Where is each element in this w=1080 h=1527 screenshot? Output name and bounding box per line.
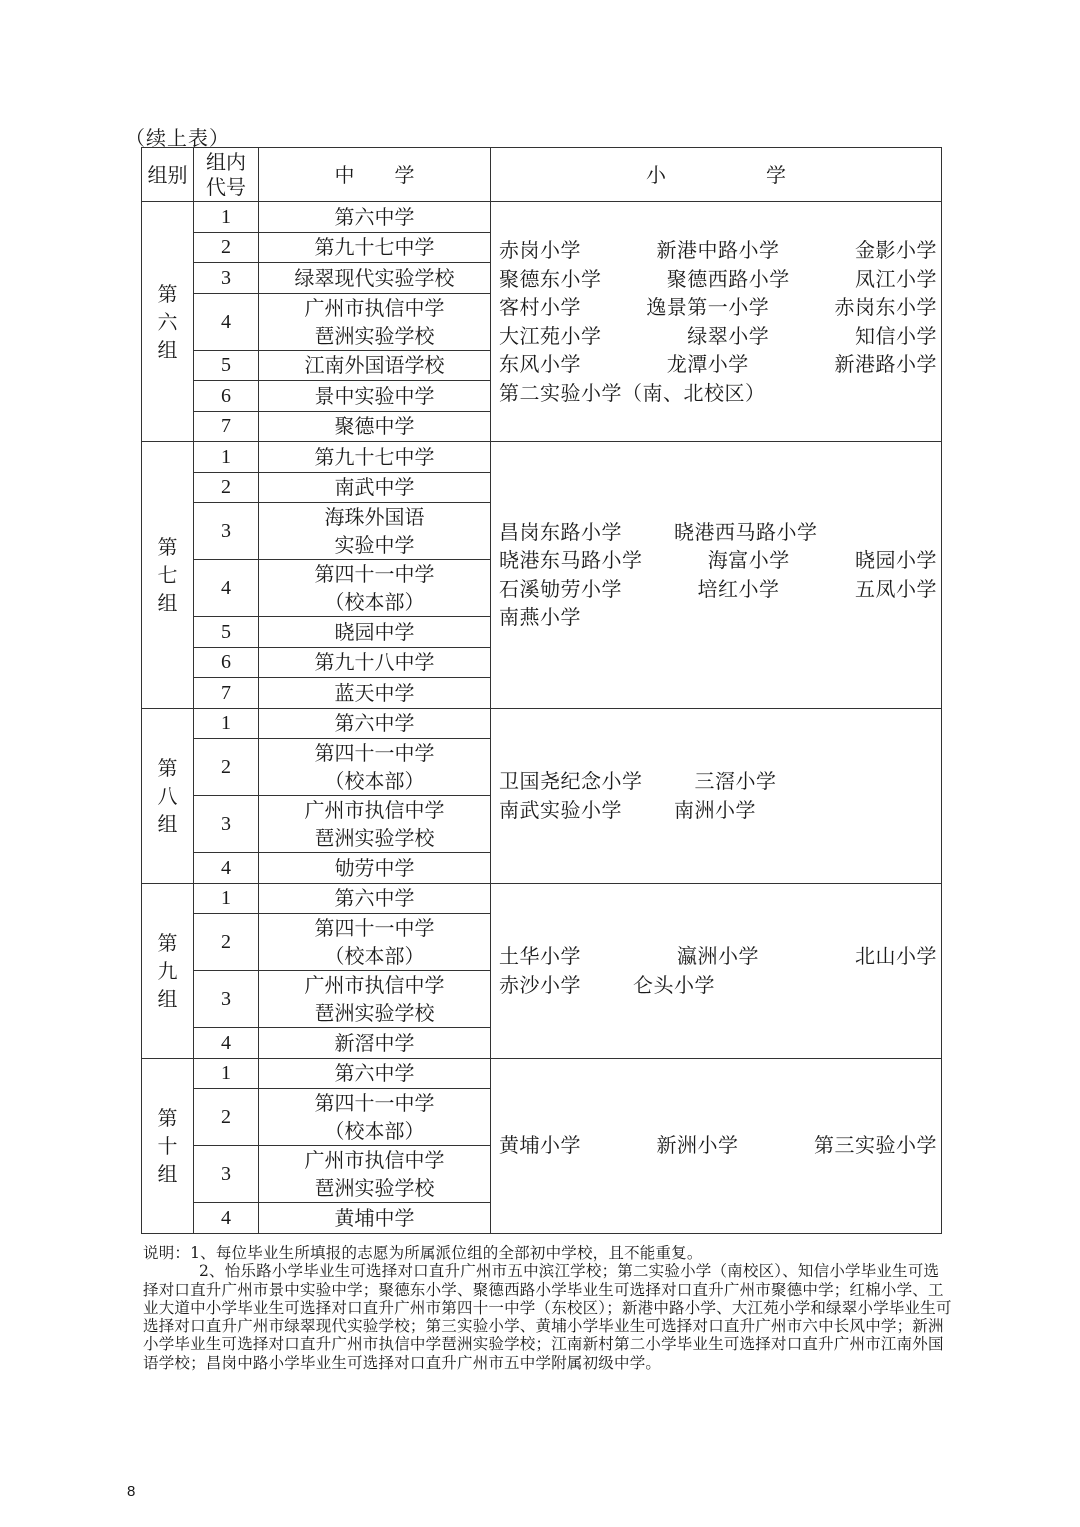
school-code: 5 [194, 350, 259, 381]
middle-school-line: 广州市执信中学 [304, 798, 445, 822]
primary-school-name: 海富小学 [707, 548, 790, 573]
middle-school-line: 广州市执信中学 [304, 973, 445, 997]
middle-school [259, 503, 491, 560]
middle-school-line: （校本部） [324, 944, 425, 968]
header-code-line1: 组内 [206, 149, 246, 174]
primary-school-name: 南武实验小学 [499, 797, 622, 822]
middle-school [259, 617, 491, 648]
group-name-char: 第 [157, 930, 178, 955]
middle-school-line: 绿翠现代实验学校 [294, 265, 455, 290]
group-name-char: 八 [157, 783, 178, 808]
middle-school-line: 琶洲实验学校 [314, 826, 435, 850]
group-name [142, 883, 194, 1058]
primary-school-name: 东风小学 [499, 352, 581, 376]
primary-school-row [499, 942, 937, 971]
middle-school-line: 第九十八中学 [314, 650, 435, 675]
middle-school [259, 678, 491, 709]
header-middle-school: 中 学 [259, 148, 491, 202]
middle-school-line: 广州市执信中学 [304, 1148, 445, 1172]
group-name-char: 十 [157, 1133, 178, 1158]
primary-school-name: 晓园小学 [855, 548, 937, 573]
middle-school [259, 202, 491, 233]
primary-school-name: 南燕小学 [499, 605, 581, 630]
primary-school-name: 知信小学 [855, 323, 937, 348]
middle-school [259, 1089, 491, 1146]
school-code: 3 [194, 503, 259, 560]
primary-school-row [499, 767, 937, 796]
middle-school-line: 广州市执信中学 [304, 295, 445, 320]
group-name-char: 九 [157, 958, 178, 983]
middle-school-line: 琶洲实验学校 [314, 1001, 435, 1025]
primary-school-name: 新港路小学 [834, 352, 937, 376]
middle-school [259, 293, 491, 350]
school-code: 2 [194, 232, 259, 263]
middle-school-line: 第四十一中学 [314, 1091, 435, 1115]
continued-label: （续上表） [125, 126, 230, 150]
middle-school [259, 971, 491, 1028]
middle-school-line: 南武中学 [334, 475, 415, 500]
primary-school-name: 凤江小学 [855, 266, 937, 291]
primary-school-name: 卫国尧纪念小学 [499, 769, 643, 793]
middle-school [259, 232, 491, 263]
middle-school-line: 晓园中学 [334, 619, 415, 644]
group-name-char: 组 [157, 811, 178, 836]
header-group: 组别 [142, 148, 194, 202]
school-code: 4 [194, 853, 259, 884]
middle-school-line: 江南外国语学校 [304, 353, 445, 378]
school-code: 2 [194, 739, 259, 796]
school-code: 5 [194, 617, 259, 648]
middle-school-line: 琶洲实验学校 [314, 323, 435, 348]
primary-school-name: 赤沙小学 [499, 972, 581, 997]
primary-school-row [499, 350, 937, 379]
primary-school-row [499, 293, 937, 322]
primary-school-name: 昌岗东路小学 [499, 519, 622, 544]
table-header-row [142, 148, 942, 202]
middle-school-line: （校本部） [324, 769, 425, 793]
middle-school-line: 第四十一中学 [314, 916, 435, 940]
table-row [142, 202, 942, 233]
middle-school-line: 第九十七中学 [314, 444, 435, 469]
group-name-char: 七 [157, 562, 178, 587]
header-code [194, 148, 259, 202]
primary-school-row [499, 546, 937, 575]
group-name-char: 组 [157, 337, 178, 362]
middle-school [259, 1028, 491, 1059]
middle-school [259, 883, 491, 914]
primary-school-name: 第二实验小学（南、北校区） [499, 380, 766, 405]
primary-school-name: 南洲小学 [674, 797, 756, 822]
primary-school-name: 仑头小学 [633, 972, 715, 997]
header-code-line2: 代号 [206, 174, 246, 199]
middle-school [259, 442, 491, 473]
primary-school-name: 五凤小学 [855, 576, 937, 601]
group-name-char: 组 [157, 986, 178, 1011]
school-code: 2 [194, 472, 259, 503]
school-code: 6 [194, 381, 259, 412]
primary-school-name: 培红小学 [697, 576, 780, 601]
primary-school-name: 客村小学 [499, 295, 581, 319]
primary-schools [491, 442, 942, 709]
school-code: 3 [194, 796, 259, 853]
group-name-char: 第 [157, 1105, 178, 1130]
primary-schools [491, 708, 942, 883]
group-name-char: 组 [157, 590, 178, 615]
primary-school-name: 第三实验小学 [814, 1133, 937, 1158]
primary-school-name: 龙潭小学 [666, 352, 749, 376]
middle-school-line: 第六中学 [334, 1061, 415, 1086]
primary-school-name: 黄埔小学 [499, 1133, 581, 1158]
school-code: 3 [194, 263, 259, 294]
middle-school-line: 第四十一中学 [314, 741, 435, 765]
primary-school-name: 晓港西马路小学 [674, 519, 818, 544]
middle-school-line: 第九十七中学 [314, 235, 435, 260]
school-code: 4 [194, 293, 259, 350]
school-assignment-table [141, 147, 942, 1234]
primary-school-name: 聚德东小学 [499, 266, 602, 291]
group-name [142, 202, 194, 442]
primary-school-row [499, 265, 937, 294]
middle-school [259, 796, 491, 853]
table-row [142, 442, 942, 473]
primary-school-name: 赤岗小学 [499, 238, 581, 262]
school-code: 1 [194, 442, 259, 473]
middle-school [259, 1203, 491, 1234]
school-code: 4 [194, 1028, 259, 1059]
group-name-char: 组 [157, 1161, 178, 1186]
primary-school-row [499, 518, 937, 547]
primary-school-row [499, 603, 937, 632]
school-code: 6 [194, 647, 259, 678]
primary-schools [491, 202, 942, 442]
middle-school [259, 411, 491, 442]
middle-school-line: 第六中学 [334, 204, 415, 229]
middle-school-line: 新滘中学 [334, 1030, 415, 1055]
primary-school-row [499, 575, 937, 604]
primary-school-name: 北山小学 [855, 944, 937, 968]
school-code: 7 [194, 678, 259, 709]
group-name [142, 442, 194, 709]
primary-school-name: 大江苑小学 [499, 323, 602, 348]
school-code: 2 [194, 1089, 259, 1146]
header-primary-school: 小 学 [491, 148, 942, 202]
primary-school-name: 三滘小学 [694, 769, 777, 793]
middle-school [259, 472, 491, 503]
middle-school-line: （校本部） [324, 1119, 425, 1143]
middle-school-line: （校本部） [324, 590, 425, 614]
middle-school-line: 第四十一中学 [314, 562, 435, 586]
middle-school [259, 708, 491, 739]
primary-school-row [499, 971, 937, 1000]
school-code: 4 [194, 560, 259, 617]
table-row [142, 883, 942, 914]
middle-school [259, 1146, 491, 1203]
primary-school-name: 新港中路小学 [656, 238, 780, 262]
primary-school-row [499, 796, 937, 825]
primary-school-name: 赤岗东小学 [834, 295, 937, 319]
primary-schools [491, 1058, 942, 1233]
middle-school [259, 560, 491, 617]
school-code: 1 [194, 1058, 259, 1089]
middle-school [259, 739, 491, 796]
table-row [142, 708, 942, 739]
group-name-char: 第 [157, 755, 178, 780]
school-code: 1 [194, 883, 259, 914]
primary-school-name: 石溪劬劳小学 [499, 576, 622, 601]
primary-school-row [499, 379, 937, 408]
middle-school [259, 1058, 491, 1089]
notes [143, 1244, 953, 1372]
primary-school-name: 绿翠小学 [687, 323, 770, 348]
middle-school-line: 黄埔中学 [334, 1205, 415, 1230]
primary-school-name: 新洲小学 [656, 1133, 739, 1158]
school-code: 2 [194, 914, 259, 971]
table-row [142, 1058, 942, 1089]
middle-school [259, 914, 491, 971]
primary-school-name: 晓港东马路小学 [499, 548, 643, 573]
primary-school-row [499, 236, 937, 265]
middle-school-line: 海珠外国语 [324, 505, 425, 529]
school-code: 1 [194, 708, 259, 739]
group-name-char: 第 [157, 281, 178, 306]
primary-school-name: 聚德西路小学 [666, 266, 790, 291]
middle-school [259, 853, 491, 884]
page-number: 8 [127, 1483, 136, 1500]
school-code: 7 [194, 411, 259, 442]
group-name-char: 第 [157, 534, 178, 559]
primary-school-name: 瀛洲小学 [677, 944, 759, 968]
middle-school [259, 263, 491, 294]
school-code: 4 [194, 1203, 259, 1234]
group-name [142, 708, 194, 883]
middle-school [259, 647, 491, 678]
note-1: 说明：1、每位毕业生所填报的志愿为所属派位组的全部初中学校，且不能重复。 [143, 1244, 703, 1262]
middle-school [259, 381, 491, 412]
middle-school-line: 第六中学 [334, 711, 415, 736]
primary-school-row [499, 322, 937, 351]
primary-schools [491, 883, 942, 1058]
school-code: 3 [194, 1146, 259, 1203]
primary-school-name: 金影小学 [855, 238, 937, 262]
note-2: 2、怡乐路小学毕业生可选择对口直升广州市五中滨江学校；第二实验小学（南校区）、知信小学毕业生可选择对口直升广州市景中实验中学；聚德东小学、聚德西路小学毕业生可选择对口直升广州市聚德中学；红棉小学、工业大道中小学毕业生可选择对口直升广州市第四十一中学（东校区）；新港中路小学、大江苑小学和绿翠小学毕业生可选择对口直升广州市绿翠现代实验学校；第三实验小学、黄埔小学毕业生可选择对口直升广州市六中长风中学；新洲小学毕业生可选择对口直升广州市执信中学琶洲实验学校；江南新村第二小学毕业生可选择对口直升广州市江南外国语学校；昌岗中路小学毕业生可选择对口直升广州市五中学附属初级中学。 [143, 1262, 952, 1372]
middle-school-line: 蓝天中学 [334, 680, 415, 705]
middle-school-line: 聚德中学 [334, 414, 415, 439]
middle-school-line: 劬劳中学 [334, 855, 415, 880]
school-code: 1 [194, 202, 259, 233]
school-code: 3 [194, 971, 259, 1028]
primary-school-name: 逸景第一小学 [646, 295, 770, 319]
group-name [142, 1058, 194, 1233]
middle-school [259, 350, 491, 381]
middle-school-line: 景中实验中学 [314, 383, 435, 408]
middle-school-line: 实验中学 [334, 533, 415, 557]
middle-school-line: 第六中学 [334, 886, 415, 911]
group-name-char: 六 [157, 309, 178, 334]
middle-school-line: 琶洲实验学校 [314, 1176, 435, 1200]
primary-school-name: 土华小学 [499, 944, 581, 968]
primary-school-row [499, 1131, 937, 1160]
